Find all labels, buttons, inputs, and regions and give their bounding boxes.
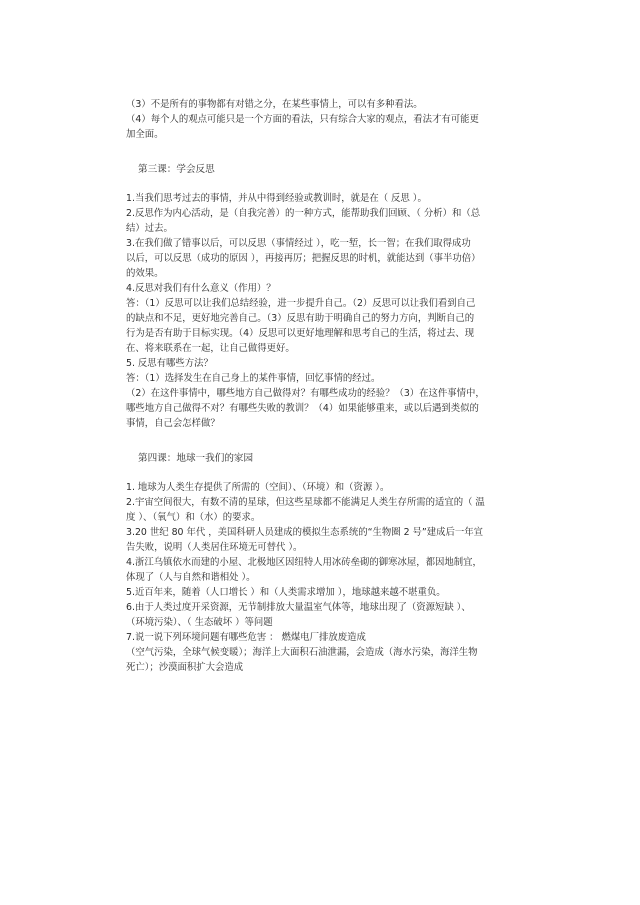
text-line: 2.反思作为内心活动，是（自我完善）的一种方式，能帮助我们回顾、（ 分析）和（总 <box>126 208 481 219</box>
text-line: （3）不是所有的事物都有对错之分，在某些事情上，可以有多种看法。 <box>126 99 423 110</box>
text-line: 7.说一说下列环境问题有哪些危害 ： 燃煤电厂排放废造成 <box>126 632 366 643</box>
text-line: 度 ）、（氧气）和（水）的要求。 <box>126 512 261 523</box>
text-line: 2.宇宙空间很大，有数不清的星球，但这些星球都不能满足人类生存所需的适宜的（ 温 <box>126 497 485 508</box>
text-line: 5.近百年来，随着（人口增长 ）和（人类需求增加 ），地球越来越不堪重负。 <box>126 587 446 598</box>
text-line: 的缺点和不足，更好地完善自己。（3）反思有助于明确自己的努力方向，判断自己的 <box>126 313 475 324</box>
text-line: 5. 反思有哪些方法？ <box>126 358 213 369</box>
text-line: 死亡）；沙漠面积扩大会造成 <box>126 662 244 673</box>
document-page <box>126 97 520 675</box>
lesson-4-heading: 第四课：地球一我们的家园 <box>138 453 254 464</box>
text-line: （空气污染，全球气候变暖）；海洋上大面积石油泄漏，会造成（海水污染，海洋生物 <box>126 647 478 658</box>
text-line: 在、将来联系在一起，让自己做得更好。 <box>126 343 295 354</box>
text-line: （环境污染）、（ 生态破坏 ）等问题 <box>126 617 273 628</box>
text-line: （4）每个人的观点可能只是一个方面的看法，只有综合大家的观点，看法才有可能更 <box>126 114 479 125</box>
text-line: 以后，可以反思（成功的原因 ），再接再厉；把握反思的时机，就能达到（事半功倍） <box>126 253 481 264</box>
text-line: 事情，自己会怎样做？ <box>126 418 220 429</box>
text-line: 行为是否有助于目标实现。（4）反思可以更好地理解和思考自己的生活，将过去、现 <box>126 328 475 339</box>
lesson-3-heading: 第三课：学会反思 <box>138 164 215 175</box>
text-line: 1. 地球为人类生存提供了所需的（空间）、（环境）和（资源 ）。 <box>126 482 390 493</box>
text-line: （2）在这件事情中，哪些地方自己做得对？有哪些成功的经验？（3）在这件事情中， <box>126 388 485 399</box>
text-line: 的效果。 <box>126 268 164 279</box>
text-line: 3.在我们做了错事以后，可以反思（事情经过 ），吃一堑，长一智；在我们取得成功 <box>126 238 471 249</box>
text-line: 1.当我们思考过去的事情，并从中得到经验或教训时，就是在（ 反思 ）。 <box>126 193 427 204</box>
text-line: 告失败，说明（人类居住环境无可替代 ）。 <box>126 542 303 553</box>
text-line: 加全面。 <box>126 129 164 140</box>
text-line: 3.20 世纪 80 年代 ，美国科研人员建成的模拟生态系统的“生物圈 2 号”建成后一年宣 <box>126 527 483 538</box>
lesson-4-body <box>126 480 520 675</box>
lesson-3-body <box>126 191 520 431</box>
text-line: 答：（1）选择发生在自己身上的某件事情，回忆事情的经过。 <box>126 373 381 384</box>
text-line: 结）过去。 <box>126 223 173 234</box>
text-line: 4.浙江乌镇依水而建的小屋、北极地区因纽特人用冰砖垒砌的御寒冰屋，都因地制宜， <box>126 557 482 568</box>
text-line: 哪些地方自己做得不对？有哪些失败的教训？（4）如果能够重来，或以后遇到类似的 <box>126 403 479 414</box>
previous-section-continuation <box>126 97 520 142</box>
text-line: 答：（1）反思可以让我们总结经验，进一步提升自己。（2）反思可以让我们看到自己 <box>126 298 476 309</box>
text-line: 体现了（人与自然和谐相处 ）。 <box>126 572 256 583</box>
text-line: 4.反思对我们有什么意义（作用）？ <box>126 283 276 294</box>
text-line: 6.由于人类过度开采资源，无节制排放大量温室气体等，地球出现了（资源短缺 ）、 <box>126 602 471 613</box>
